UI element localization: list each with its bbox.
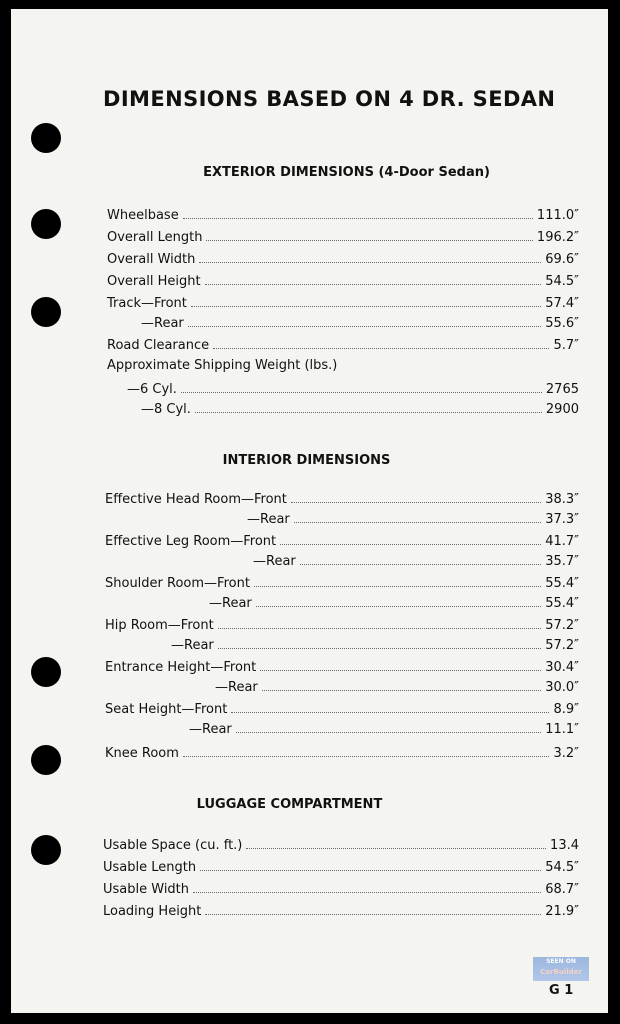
leader-dots: [195, 412, 542, 413]
leader-dots: [236, 732, 541, 733]
leader-dots: [183, 756, 550, 757]
row-label: Usable Space (cu. ft.): [103, 838, 243, 853]
row-value: 11.1″: [545, 722, 579, 737]
row-label: Shoulder Room—Front: [105, 576, 250, 591]
leader-dots: [256, 606, 541, 607]
row-value: 21.9″: [545, 904, 579, 919]
row-value: 54.5″: [545, 274, 579, 289]
leader-dots: [183, 218, 533, 219]
leader-dots: [213, 348, 549, 349]
exterior-row: [107, 333, 579, 353]
row-label: —Rear: [247, 512, 290, 527]
document-page: [11, 9, 608, 1013]
interior-row: [171, 633, 579, 653]
row-label: —Rear: [253, 554, 296, 569]
row-value: 30.0″: [545, 680, 579, 695]
row-value: 8.9″: [553, 702, 579, 717]
row-value: 69.6″: [545, 252, 579, 267]
exterior-row: [141, 311, 579, 331]
row-value: 68.7″: [545, 882, 579, 897]
row-label: Entrance Height—Front: [105, 660, 257, 675]
leader-dots: [205, 284, 542, 285]
leader-dots: [254, 586, 541, 587]
binder-hole: [31, 209, 61, 239]
leader-dots: [291, 502, 541, 503]
leader-dots: [218, 628, 542, 629]
page-title: DIMENSIONS BASED ON 4 DR. SEDAN: [103, 87, 556, 111]
row-value: 30.4″: [545, 660, 579, 675]
leader-dots: [300, 564, 541, 565]
row-label: Effective Leg Room—Front: [105, 534, 277, 549]
exterior-row: [107, 291, 579, 311]
leader-dots: [206, 240, 532, 241]
row-value: 196.2″: [536, 230, 579, 245]
leader-dots: [193, 892, 541, 893]
leader-dots: [260, 670, 541, 671]
binder-hole: [31, 657, 61, 687]
row-value: 57.2″: [545, 638, 579, 653]
luggage-row: [103, 899, 579, 919]
row-label: Hip Room—Front: [105, 618, 214, 633]
luggage-heading: LUGGAGE COMPARTMENT: [196, 797, 383, 812]
row-value: 55.6″: [545, 316, 579, 331]
interior-row: [247, 507, 579, 527]
leader-dots: [262, 690, 541, 691]
exterior-row: [127, 377, 579, 397]
row-label: —Rear: [215, 680, 258, 695]
watermark-line2: CarBuilder: [540, 968, 582, 976]
leader-dots: [231, 712, 549, 713]
row-label: Usable Length: [103, 860, 197, 875]
row-label: Overall Width: [107, 252, 196, 267]
leader-dots: [181, 392, 542, 393]
interior-row: [105, 613, 579, 633]
row-value: 5.7″: [553, 338, 579, 353]
interior-row: [105, 655, 579, 675]
interior-row: [105, 741, 579, 761]
row-value: 38.3″: [545, 492, 579, 507]
row-value: 35.7″: [545, 554, 579, 569]
row-label: Usable Width: [103, 882, 190, 897]
exterior-row: [107, 225, 579, 245]
row-label: Overall Height: [107, 274, 201, 289]
leader-dots: [218, 648, 541, 649]
exterior-row: [107, 247, 579, 267]
binder-hole: [31, 123, 61, 153]
leader-dots: [200, 870, 541, 871]
row-label: —Rear: [209, 596, 252, 611]
interior-row: [105, 571, 579, 591]
row-label: —6 Cyl.: [127, 382, 177, 397]
binder-hole: [31, 835, 61, 865]
exterior-row-label: Approximate Shipping Weight (lbs.): [107, 358, 338, 373]
exterior-row: [141, 397, 579, 417]
row-value: 3.2″: [553, 746, 579, 761]
row-label: Road Clearance: [107, 338, 210, 353]
watermark-line1: SEEN ON: [546, 958, 576, 965]
interior-row: [105, 529, 579, 549]
interior-row: [209, 591, 579, 611]
watermark-logo: [533, 957, 589, 981]
row-label: Effective Head Room—Front: [105, 492, 287, 507]
luggage-row: [103, 833, 579, 853]
row-label: —Rear: [141, 316, 184, 331]
row-value: 55.4″: [545, 596, 579, 611]
leader-dots: [188, 326, 541, 327]
row-value: 55.4″: [545, 576, 579, 591]
row-label: —Rear: [189, 722, 232, 737]
row-value: 13.4: [550, 838, 579, 853]
binder-hole: [31, 297, 61, 327]
row-value: 2900: [545, 402, 579, 417]
luggage-row: [103, 877, 579, 897]
row-label: Overall Length: [107, 230, 203, 245]
interior-heading: INTERIOR DIMENSIONS: [222, 453, 391, 468]
leader-dots: [191, 306, 541, 307]
row-label: Seat Height—Front: [105, 702, 228, 717]
row-value: 54.5″: [545, 860, 579, 875]
interior-row: [105, 697, 579, 717]
row-value: 57.4″: [545, 296, 579, 311]
interior-row: [253, 549, 579, 569]
row-label: Wheelbase: [107, 208, 179, 223]
row-value: 41.7″: [545, 534, 579, 549]
leader-dots: [246, 848, 546, 849]
leader-dots: [205, 914, 541, 915]
binder-hole: [31, 745, 61, 775]
interior-row: [189, 717, 579, 737]
page-number: G 1: [549, 983, 574, 998]
row-value: 57.2″: [545, 618, 579, 633]
row-label: —8 Cyl.: [141, 402, 191, 417]
leader-dots: [294, 522, 541, 523]
row-label: Track—Front: [107, 296, 187, 311]
exterior-heading: EXTERIOR DIMENSIONS (4-Door Sedan): [203, 165, 490, 180]
row-label: Loading Height: [103, 904, 202, 919]
luggage-row: [103, 855, 579, 875]
leader-dots: [199, 262, 541, 263]
exterior-row: [107, 203, 579, 223]
exterior-row: [107, 269, 579, 289]
row-label: Knee Room: [105, 746, 179, 761]
leader-dots: [280, 544, 541, 545]
interior-row: [215, 675, 579, 695]
row-value: 2765: [545, 382, 579, 397]
interior-row: [105, 487, 579, 507]
row-value: 37.3″: [545, 512, 579, 527]
row-value: 111.0″: [536, 208, 579, 223]
row-label: —Rear: [171, 638, 214, 653]
